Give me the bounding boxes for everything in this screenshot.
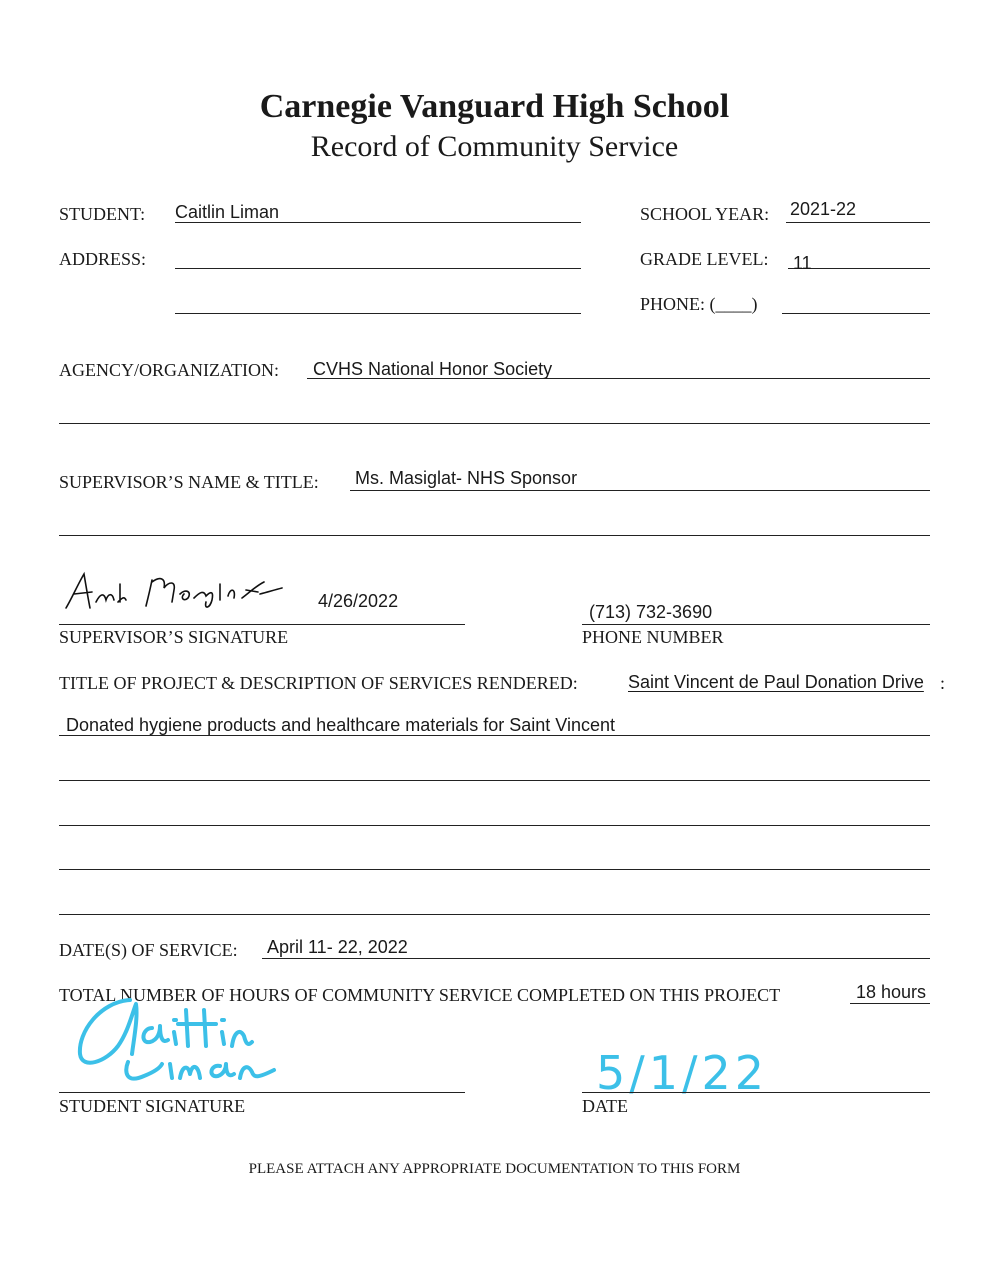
supervisor-name-label: SUPERVISOR’S NAME & TITLE:	[59, 472, 319, 492]
supervisor-phone-line	[582, 624, 930, 625]
phone-line[interactable]	[782, 313, 930, 314]
student-field[interactable]: Caitlin Liman	[175, 202, 280, 222]
agency-line-2[interactable]	[59, 423, 930, 424]
supervisor-signature-label: SUPERVISOR’S SIGNATURE	[59, 627, 289, 647]
hours-line	[850, 1003, 930, 1004]
grade-level-label: GRADE LEVEL:	[640, 249, 769, 269]
description-line-1	[59, 735, 930, 736]
hours-field[interactable]: 18 hours	[856, 982, 927, 1002]
form-title: Record of Community Service	[310, 130, 679, 163]
agency-field[interactable]: CVHS National Honor Society	[313, 359, 553, 379]
supervisor-name-field[interactable]: Ms. Masiglat- NHS Sponsor	[355, 468, 578, 488]
supervisor-signature	[60, 562, 285, 618]
address-line-2[interactable]	[175, 313, 581, 314]
school-name: Carnegie Vanguard High School	[259, 88, 730, 125]
student-signature	[70, 992, 285, 1088]
school-year-label: SCHOOL YEAR:	[640, 204, 770, 224]
dates-label: DATE(S) OF SERVICE:	[59, 940, 238, 960]
student-signature-label: STUDENT SIGNATURE	[59, 1096, 246, 1116]
school-year-line	[786, 222, 930, 223]
student-label: STUDENT:	[59, 204, 146, 224]
grade-level-field[interactable]: 11	[793, 253, 812, 273]
student-date-line	[582, 1092, 930, 1093]
address-line-1[interactable]	[175, 268, 581, 269]
agency-label: AGENCY/ORGANIZATION:	[59, 360, 279, 380]
student-signature-line	[59, 1092, 465, 1093]
description-line-3[interactable]	[59, 825, 930, 826]
supervisor-name-line-2[interactable]	[59, 535, 930, 536]
supervisor-signature-date[interactable]: 4/26/2022	[318, 591, 399, 611]
student-date-label: DATE	[582, 1096, 628, 1116]
description-line-5[interactable]	[59, 914, 930, 915]
supervisor-phone-field[interactable]: (713) 732-3690	[589, 602, 713, 622]
description-line-2[interactable]	[59, 780, 930, 781]
footer-note: PLEASE ATTACH ANY APPROPRIATE DOCUMENTATION TO THIS FORM	[248, 1161, 741, 1177]
hours-label: TOTAL NUMBER OF HOURS OF COMMUNITY SERVICE COMPLETED ON THIS PROJECT	[59, 985, 781, 1005]
project-description-field[interactable]: Donated hygiene products and healthcare materials for Saint Vincent	[66, 715, 616, 735]
project-label: TITLE OF PROJECT & DESCRIPTION OF SERVICES RENDERED:	[59, 673, 578, 693]
dates-field[interactable]: April 11- 22, 2022	[267, 937, 408, 957]
supervisor-signature-line	[59, 624, 465, 625]
project-title-colon: :	[940, 673, 946, 693]
supervisor-name-line	[350, 490, 930, 491]
phone-label: PHONE: (____)	[640, 294, 758, 314]
dates-line	[262, 958, 930, 959]
supervisor-phone-label: PHONE NUMBER	[582, 627, 724, 647]
description-line-4[interactable]	[59, 869, 930, 870]
address-label: ADDRESS:	[59, 249, 147, 269]
student-date-field[interactable]: 5/1/22	[596, 1046, 769, 1100]
school-year-field[interactable]: 2021-22	[790, 199, 857, 219]
project-title-field[interactable]: Saint Vincent de Paul Donation Drive	[628, 672, 924, 692]
